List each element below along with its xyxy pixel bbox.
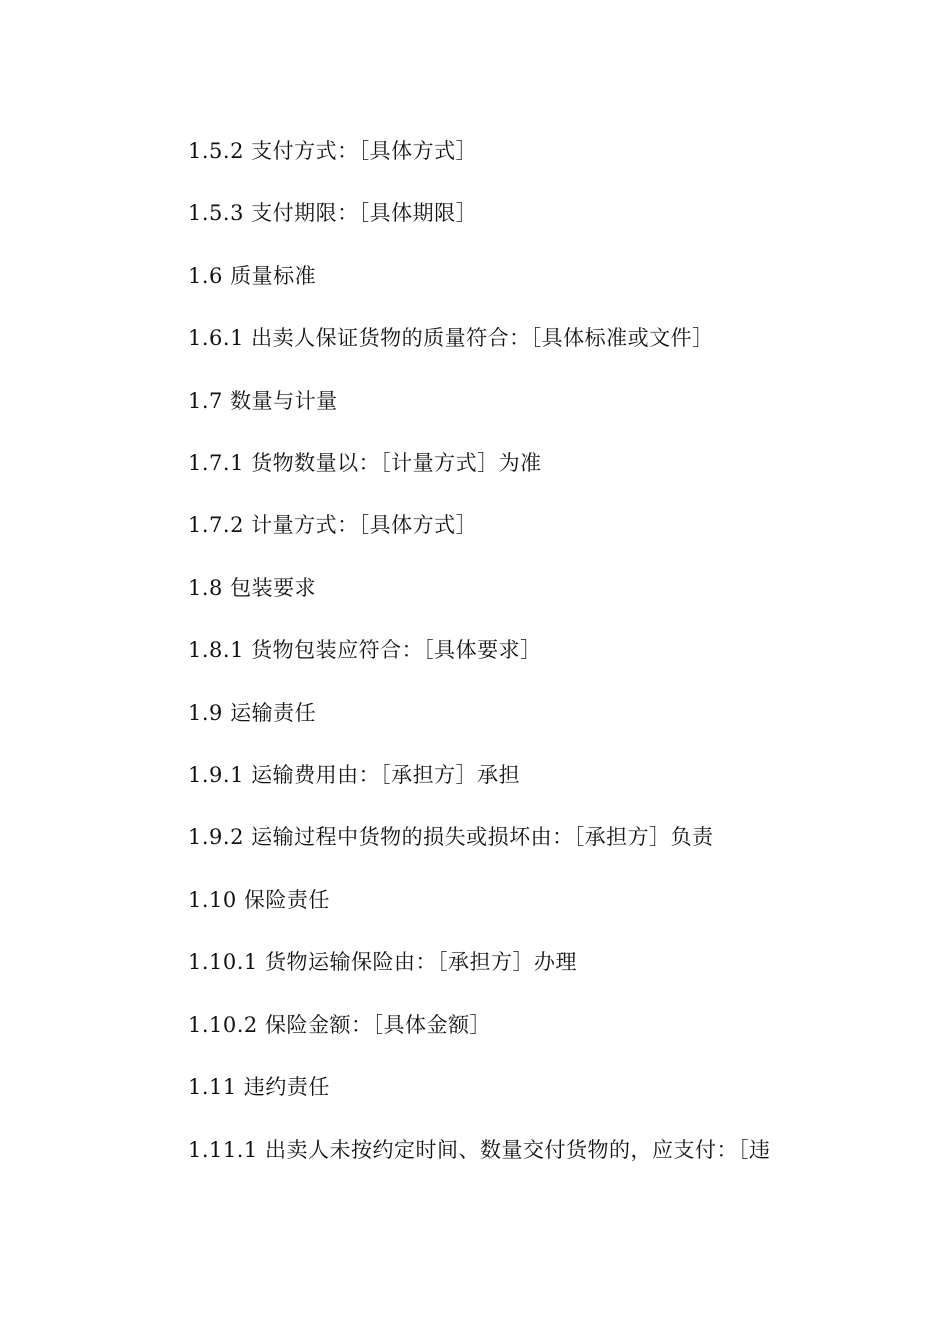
clause-1-10-2: 1.10.2 保险金额：［具体金额］ bbox=[188, 1013, 491, 1037]
clause-1-6-1: 1.6.1 出卖人保证货物的质量符合：［具体标准或文件］ bbox=[188, 326, 714, 350]
clause-1-7-1: 1.7.1 货物数量以：［计量方式］为准 bbox=[188, 451, 542, 475]
section-heading-1-9: 1.9 运输责任 bbox=[188, 701, 317, 725]
clause-1-5-3: 1.5.3 支付期限：［具体期限］ bbox=[188, 201, 478, 225]
clause-1-7-2: 1.7.2 计量方式：［具体方式］ bbox=[188, 513, 478, 537]
section-heading-1-8: 1.8 包装要求 bbox=[188, 576, 317, 600]
clause-1-11-1: 1.11.1 出卖人未按约定时间、数量交付货物的，应支付：［违 bbox=[188, 1138, 771, 1162]
section-heading-1-10: 1.10 保险责任 bbox=[188, 888, 330, 912]
section-heading-1-7: 1.7 数量与计量 bbox=[188, 389, 338, 413]
clause-1-5-2: 1.5.2 支付方式：［具体方式］ bbox=[188, 139, 478, 163]
clause-1-10-1: 1.10.1 货物运输保险由：［承担方］办理 bbox=[188, 950, 577, 974]
section-heading-1-11: 1.11 违约责任 bbox=[188, 1075, 330, 1099]
clause-1-8-1: 1.8.1 货物包装应符合：［具体要求］ bbox=[188, 638, 542, 662]
clause-1-9-2: 1.9.2 运输过程中货物的损失或损坏由：［承担方］负责 bbox=[188, 825, 714, 849]
section-heading-1-6: 1.6 质量标准 bbox=[188, 264, 317, 288]
clause-1-9-1: 1.9.1 运输费用由：［承担方］承担 bbox=[188, 763, 521, 787]
